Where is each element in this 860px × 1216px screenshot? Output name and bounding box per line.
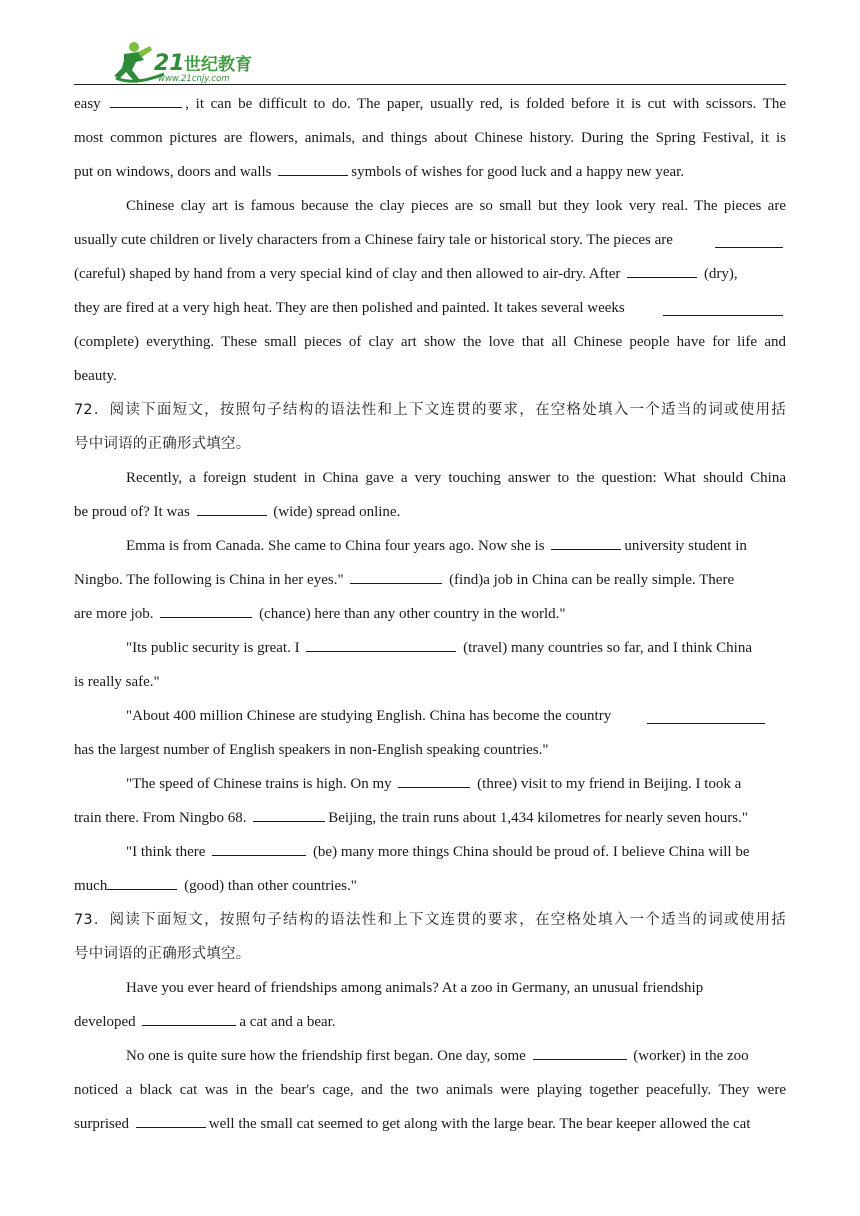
text-line: "About 400 million Chinese are studying English. China has become the country	[74, 699, 786, 733]
text-line: No one is quite sure how the friendship first began. One day, some (worker) in the zoo	[74, 1039, 786, 1073]
answer-blank[interactable]	[136, 1113, 206, 1128]
text-line: developed a cat and a bear.	[74, 1005, 786, 1039]
answer-blank[interactable]	[306, 637, 456, 652]
answer-blank[interactable]	[551, 535, 621, 550]
answer-blank[interactable]	[278, 161, 348, 176]
answer-blank[interactable]	[663, 301, 783, 316]
question-72-title-cont: 号中词语的正确形式填空。	[74, 436, 251, 452]
text-line: "I think there (be) many more things China should be proud of. I believe China will be	[74, 835, 786, 869]
text-line: is really safe."	[74, 674, 160, 690]
text-line: much (good) than other countries."	[74, 869, 786, 903]
text-line: be proud of? It was (wide) spread online.	[74, 495, 786, 529]
text-line: Have you ever heard of friendships among animals? At a zoo in Germany, an unusual friendship	[126, 980, 704, 996]
svg-text:www.21cnjy.com: www.21cnjy.com	[158, 74, 230, 84]
svg-text:世纪教育: 世纪教育	[184, 55, 252, 75]
text-line: has the largest number of English speakers in non-English speaking countries."	[74, 742, 549, 758]
text-line: train there. From Ningbo 68. Beijing, the train runs about 1,434 kilometres for nearly seven hours."	[74, 801, 786, 835]
text-line: noticed a black cat was in the bear's cage, and the two animals were playing together peacefully. They were	[74, 1082, 786, 1098]
text-line: "The speed of Chinese trains is high. On my (three) visit to my friend in Beijing. I took a	[74, 767, 786, 801]
text-line: usually cute children or lively characters from a Chinese fairy tale or historical story. The pieces are	[74, 223, 786, 257]
question-72-title: 72．阅读下面短文，按照句子结构的语法性和上下文连贯的要求，在空格处填入一个适当的词或使用括	[74, 402, 786, 418]
answer-blank[interactable]	[350, 569, 442, 584]
text-line: put on windows, doors and walls symbols of wishes for good luck and a happy new year.	[74, 155, 786, 189]
text-line: Recently, a foreign student in China gave a very touching answer to the question: What should China	[126, 470, 786, 486]
text-line: Emma is from Canada. She came to China four years ago. Now she is university student in	[74, 529, 786, 563]
answer-blank[interactable]	[398, 773, 470, 788]
answer-blank[interactable]	[715, 233, 783, 248]
answer-blank[interactable]	[142, 1011, 236, 1026]
text-line: Ningbo. The following is China in her eyes." (find)a job in China can be really simple. There	[74, 563, 786, 597]
answer-blank[interactable]	[110, 93, 182, 108]
text-line: "Its public security is great. I (travel) many countries so far, and I think China	[74, 631, 786, 665]
answer-blank[interactable]	[253, 807, 325, 822]
text-line: (complete) everything. These small pieces of clay art show the love that all Chinese people have for life and	[74, 334, 786, 350]
text-line: most common pictures are flowers, animals, and things about Chinese history. During the Spring Festival, it is	[74, 130, 786, 146]
text-line: (careful) shaped by hand from a very special kind of clay and then allowed to air-dry. After (dry),	[74, 257, 786, 291]
text-line: Chinese clay art is famous because the clay pieces are so small but they look very real. The pieces are	[126, 198, 786, 214]
answer-blank[interactable]	[160, 603, 252, 618]
svg-text:21: 21	[154, 51, 185, 76]
answer-blank[interactable]	[212, 841, 306, 856]
answer-blank[interactable]	[627, 263, 697, 278]
text-line: surprised well the small cat seemed to get along with the large bear. The bear keeper allowed the cat	[74, 1107, 786, 1141]
answer-blank[interactable]	[647, 709, 765, 724]
page-header	[74, 40, 786, 86]
text-line: they are fired at a very high heat. They are then polished and painted. It takes several weeks	[74, 291, 786, 325]
text-line: are more job. (chance) here than any other country in the world."	[74, 597, 786, 631]
answer-blank[interactable]	[197, 501, 267, 516]
answer-blank[interactable]	[533, 1045, 627, 1060]
21cnjy-logo-icon	[94, 40, 264, 84]
text-line: easy , it can be difficult to do. The paper, usually red, is folded before it is cut with scissors. The	[74, 87, 786, 121]
header-rule	[74, 84, 786, 85]
text-line: beauty.	[74, 368, 117, 384]
question-73-title-cont: 号中词语的正确形式填空。	[74, 946, 251, 962]
answer-blank[interactable]	[107, 875, 177, 890]
question-73-title: 73．阅读下面短文，按照句子结构的语法性和上下文连贯的要求，在空格处填入一个适当的词或使用括	[74, 912, 786, 928]
